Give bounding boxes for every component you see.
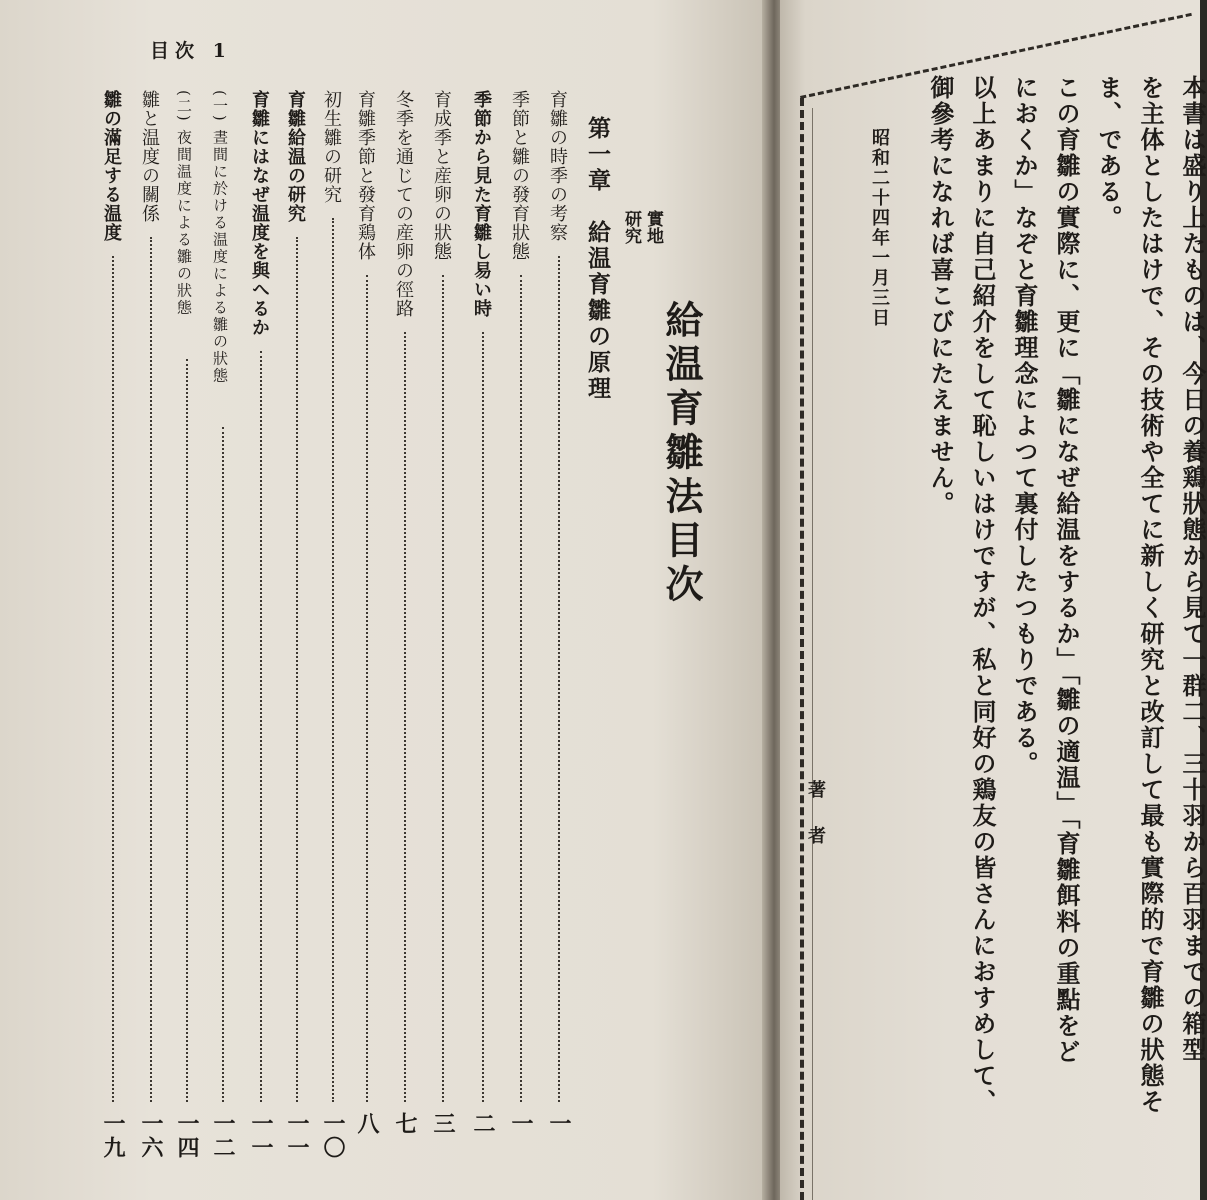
preface-line: この育雛の實際に、更に「雛になぜ給温をするか」「雛の適温」「育雛餌料の重點をど	[1052, 75, 1081, 1065]
toc-leader-dots	[404, 332, 406, 1102]
toc-leader-dots	[366, 275, 368, 1102]
toc-leader-dots	[222, 427, 224, 1102]
preface-line: 御參考になれば喜こびにたえません。	[926, 75, 955, 517]
book-label-line: 實地	[643, 210, 663, 244]
toc-page-number: 一〇	[320, 1112, 346, 1160]
toc-entry	[246, 90, 276, 1190]
toc-entry-label: 育雛給温の研究	[285, 90, 306, 223]
book-label-line: 研究	[621, 210, 641, 244]
toc-entry	[318, 90, 348, 1190]
preface-line: におくか」なぞと育雛理念によつて裏付したつもりである。	[1010, 75, 1039, 777]
toc-leader-dots	[332, 218, 334, 1102]
toc-leader-dots	[558, 256, 560, 1102]
toc-entry-label: 育雛季節と發育鶏体	[355, 90, 376, 261]
preface-frame-inner-line	[812, 108, 813, 1200]
toc-page-number: 一	[508, 1112, 534, 1136]
toc-page-number: 一二	[210, 1112, 236, 1160]
preface-line: を主体としたはけで、その技術や全てに新しく研究と改訂して最も實際的で育雛の狀態そ	[1136, 75, 1165, 1115]
toc-entry	[390, 90, 420, 1190]
toc-entry-label: 雛と温度の關係	[139, 90, 160, 223]
preface-date: 昭和二十四年一月三日	[869, 128, 890, 328]
toc-leader-dots	[482, 332, 484, 1102]
toc-page-number: 一四	[174, 1112, 200, 1160]
toc-entry-label: 雛の滿足する温度	[101, 90, 122, 242]
toc-entry	[428, 90, 458, 1190]
toc-entry-label: 育雛の時季の考察	[547, 90, 568, 242]
toc-entry	[506, 90, 536, 1190]
toc-entry-label: 季節から見た育雛し易い時	[471, 90, 492, 318]
running-head: 目次 1	[150, 40, 232, 62]
toc-page-number: 七	[392, 1112, 418, 1136]
preface-frame-border	[800, 98, 804, 1200]
toc-entry	[172, 90, 202, 1190]
toc-page-number: 三	[430, 1112, 456, 1136]
toc-entry	[544, 90, 574, 1190]
toc-page-number: 二	[470, 1112, 496, 1136]
toc-entry	[282, 90, 312, 1190]
toc-entry-label: 季節と雛の發育狀態	[509, 90, 530, 261]
toc-leader-dots	[520, 275, 522, 1102]
toc-entry	[98, 90, 128, 1190]
toc-entry	[352, 90, 382, 1190]
book-title: 給温育雛法目次	[659, 300, 704, 608]
toc-leader-dots	[186, 359, 188, 1102]
chapter-heading: 第一章 給温育雛の原理	[584, 116, 611, 402]
preface-line: 本書は盛り上たものは、今日の養鶏狀態から見て一群二、三十羽から百羽までの箱型	[1178, 75, 1207, 1063]
toc-entry-label: (二) 夜間温度による雛の狀態	[175, 90, 193, 317]
toc-page-number: 一六	[138, 1112, 164, 1160]
toc-leader-dots	[260, 351, 262, 1102]
toc-leader-dots	[296, 237, 298, 1102]
toc-leader-dots	[112, 256, 114, 1102]
toc-entry-label: 冬季を通じての産卵の徑路	[393, 90, 414, 318]
toc-entry	[208, 90, 238, 1190]
toc-entry	[136, 90, 166, 1190]
toc-leader-dots	[150, 237, 152, 1102]
toc-entry-label: (一) 晝間に於ける温度による雛の狀態	[211, 90, 229, 385]
toc-page-number: 八	[354, 1112, 380, 1136]
preface-author: 著者	[805, 780, 826, 872]
toc-entry-label: 育成季と産卵の狀態	[431, 90, 452, 261]
toc-entry-label: 育雛にはなぜ温度を與へるか	[249, 90, 270, 337]
preface-line: ま、である。	[1094, 75, 1123, 231]
toc-page-number: 一九	[100, 1112, 126, 1160]
preface-line: 以上あまりに自己紹介をして恥しいはけですが、私と同好の鶏友の皆さんにおすめして、	[968, 75, 997, 1115]
toc-leader-dots	[442, 275, 444, 1102]
toc-entry-label: 初生雛の研究	[321, 90, 342, 204]
toc-page-number: 一一	[284, 1112, 310, 1160]
toc-page-number: 一一	[248, 1112, 274, 1160]
toc-page-number: 一	[546, 1112, 572, 1136]
toc-entry	[468, 90, 498, 1190]
